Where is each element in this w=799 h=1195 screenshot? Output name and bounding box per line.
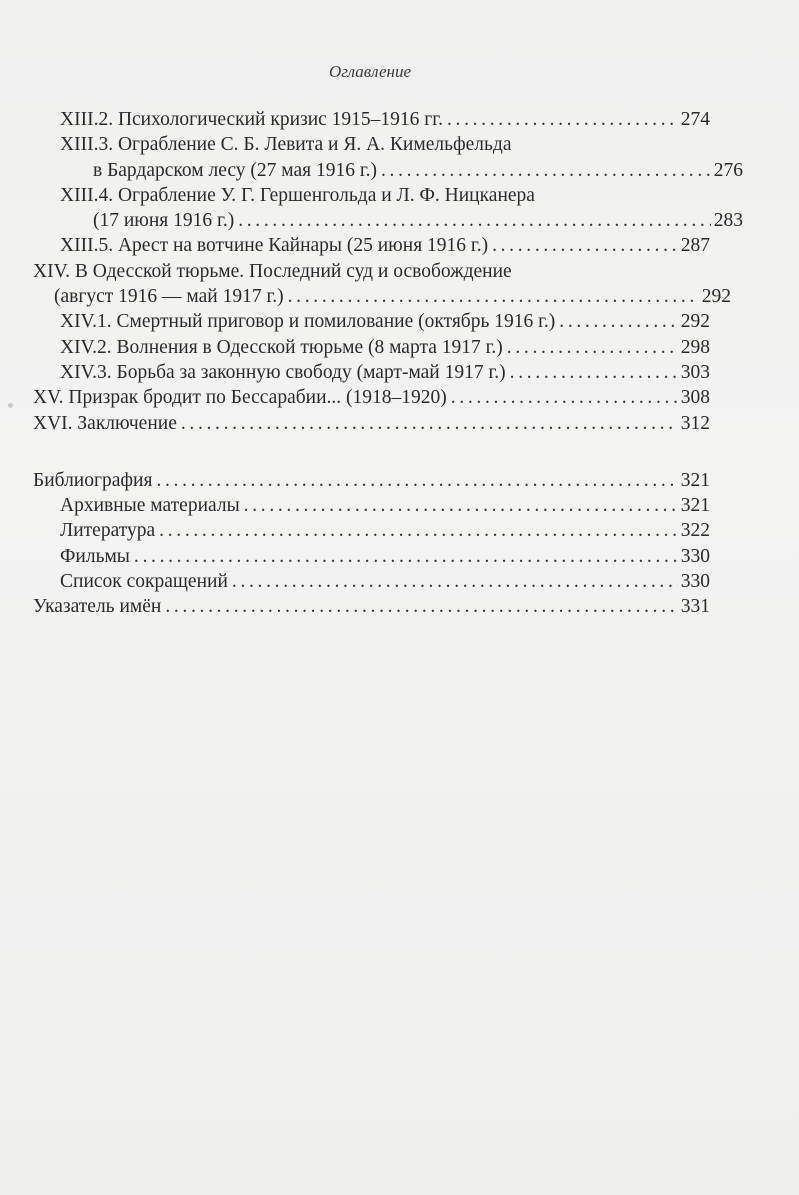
toc-entry-title: XIV.1. Смертный приговор и помилование (октябрь 1916 г.) [60, 311, 556, 333]
toc-page-number: 292 [701, 286, 731, 308]
toc-entry-title-line: XIV. В Одесской тюрьме. Последний суд и освобождение [33, 260, 512, 282]
toc-entry-title: Литература [60, 520, 156, 542]
toc-page-number: 331 [680, 596, 710, 618]
toc-page-number: 298 [680, 336, 710, 358]
dot-leader [165, 594, 677, 619]
toc-entry-title: Архивные материалы [60, 495, 240, 517]
toc-entry-title: XVI. Заключение [33, 412, 177, 434]
toc-entry-title: (17 июня 1916 г.) [93, 210, 235, 232]
toc-page-number: 274 [680, 109, 710, 130]
toc-page-number: 321 [680, 469, 710, 491]
table-of-contents [33, 107, 743, 620]
toc-entry[interactable] [33, 385, 710, 410]
toc-entry[interactable] [33, 107, 710, 132]
toc-page-number: 276 [713, 159, 743, 181]
toc-page-number: 283 [713, 210, 743, 232]
toc-page-number: 312 [680, 412, 710, 434]
toc-entry-title: Библиография [33, 469, 153, 491]
dot-leader [232, 569, 678, 594]
toc-page-number: 330 [680, 571, 710, 593]
toc-entry[interactable] [33, 411, 710, 436]
toc-entry-title: XIII.2. Психологический кризис 1915–1916 гг. [60, 109, 443, 130]
dot-leader [492, 233, 678, 258]
toc-page-number: 292 [680, 311, 710, 333]
dot-leader [244, 493, 678, 518]
toc-entry[interactable] [33, 493, 710, 518]
dot-leader [451, 385, 678, 410]
dot-leader [134, 544, 678, 569]
toc-entry[interactable] [33, 360, 710, 385]
toc-entry-title-line: XIII.4. Ограбление У. Г. Гершенгольда и Л. Ф. Ницканера [60, 184, 535, 206]
dot-leader [156, 468, 677, 493]
toc-entry-title: Фильмы [60, 545, 130, 567]
dot-leader [381, 158, 711, 183]
toc-entry-title: (август 1916 — май 1917 г.) [54, 286, 284, 308]
toc-entry[interactable] [33, 468, 710, 493]
toc-entry[interactable] [33, 518, 710, 543]
dot-leader [510, 360, 678, 385]
toc-entry[interactable] [33, 259, 731, 310]
dot-leader [159, 518, 678, 543]
margin-dot [8, 403, 13, 408]
toc-entry-title: XV. Призрак бродит по Бессарабии... (1918–1920) [33, 387, 447, 409]
toc-entry[interactable] [33, 544, 710, 569]
toc-entry-title-line: XIII.3. Ограбление С. Б. Левита и Я. А. Кимельфельда [60, 134, 512, 156]
toc-entry[interactable] [33, 183, 743, 234]
dot-leader [507, 335, 678, 360]
toc-entry[interactable] [33, 569, 710, 594]
toc-entry-title: Список сокращений [60, 571, 228, 593]
dot-leader [447, 107, 678, 132]
toc-entry[interactable] [33, 335, 710, 360]
toc-entry[interactable] [33, 594, 710, 619]
toc-page-number: 330 [680, 545, 710, 567]
toc-page-number: 287 [680, 235, 710, 257]
toc-page-number: 303 [680, 361, 710, 383]
dot-leader [181, 411, 678, 436]
toc-entry[interactable] [33, 309, 710, 334]
toc-entry-title: XIV.3. Борьба за законную свободу (март-май 1917 г.) [60, 361, 506, 383]
toc-page-number: 321 [680, 495, 710, 517]
dot-leader [288, 284, 699, 309]
toc-entry-title: XIII.5. Арест на вотчине Кайнары (25 июня 1916 г.) [60, 235, 489, 257]
dot-leader [559, 309, 677, 334]
toc-entry[interactable] [33, 233, 710, 258]
toc-entry-title: Указатель имён [33, 596, 162, 618]
toc-page-number: 322 [680, 520, 710, 542]
section-gap [33, 436, 710, 468]
toc-entry-title: в Бардарском лесу (27 мая 1916 г.) [93, 159, 377, 181]
running-head: Оглавление [328, 62, 412, 81]
toc-entry-title: XIV.2. Волнения в Одесской тюрьме (8 марта 1917 г.) [60, 336, 503, 358]
toc-page-number: 308 [680, 387, 710, 409]
toc-entry[interactable] [33, 132, 743, 183]
dot-leader [238, 208, 711, 233]
